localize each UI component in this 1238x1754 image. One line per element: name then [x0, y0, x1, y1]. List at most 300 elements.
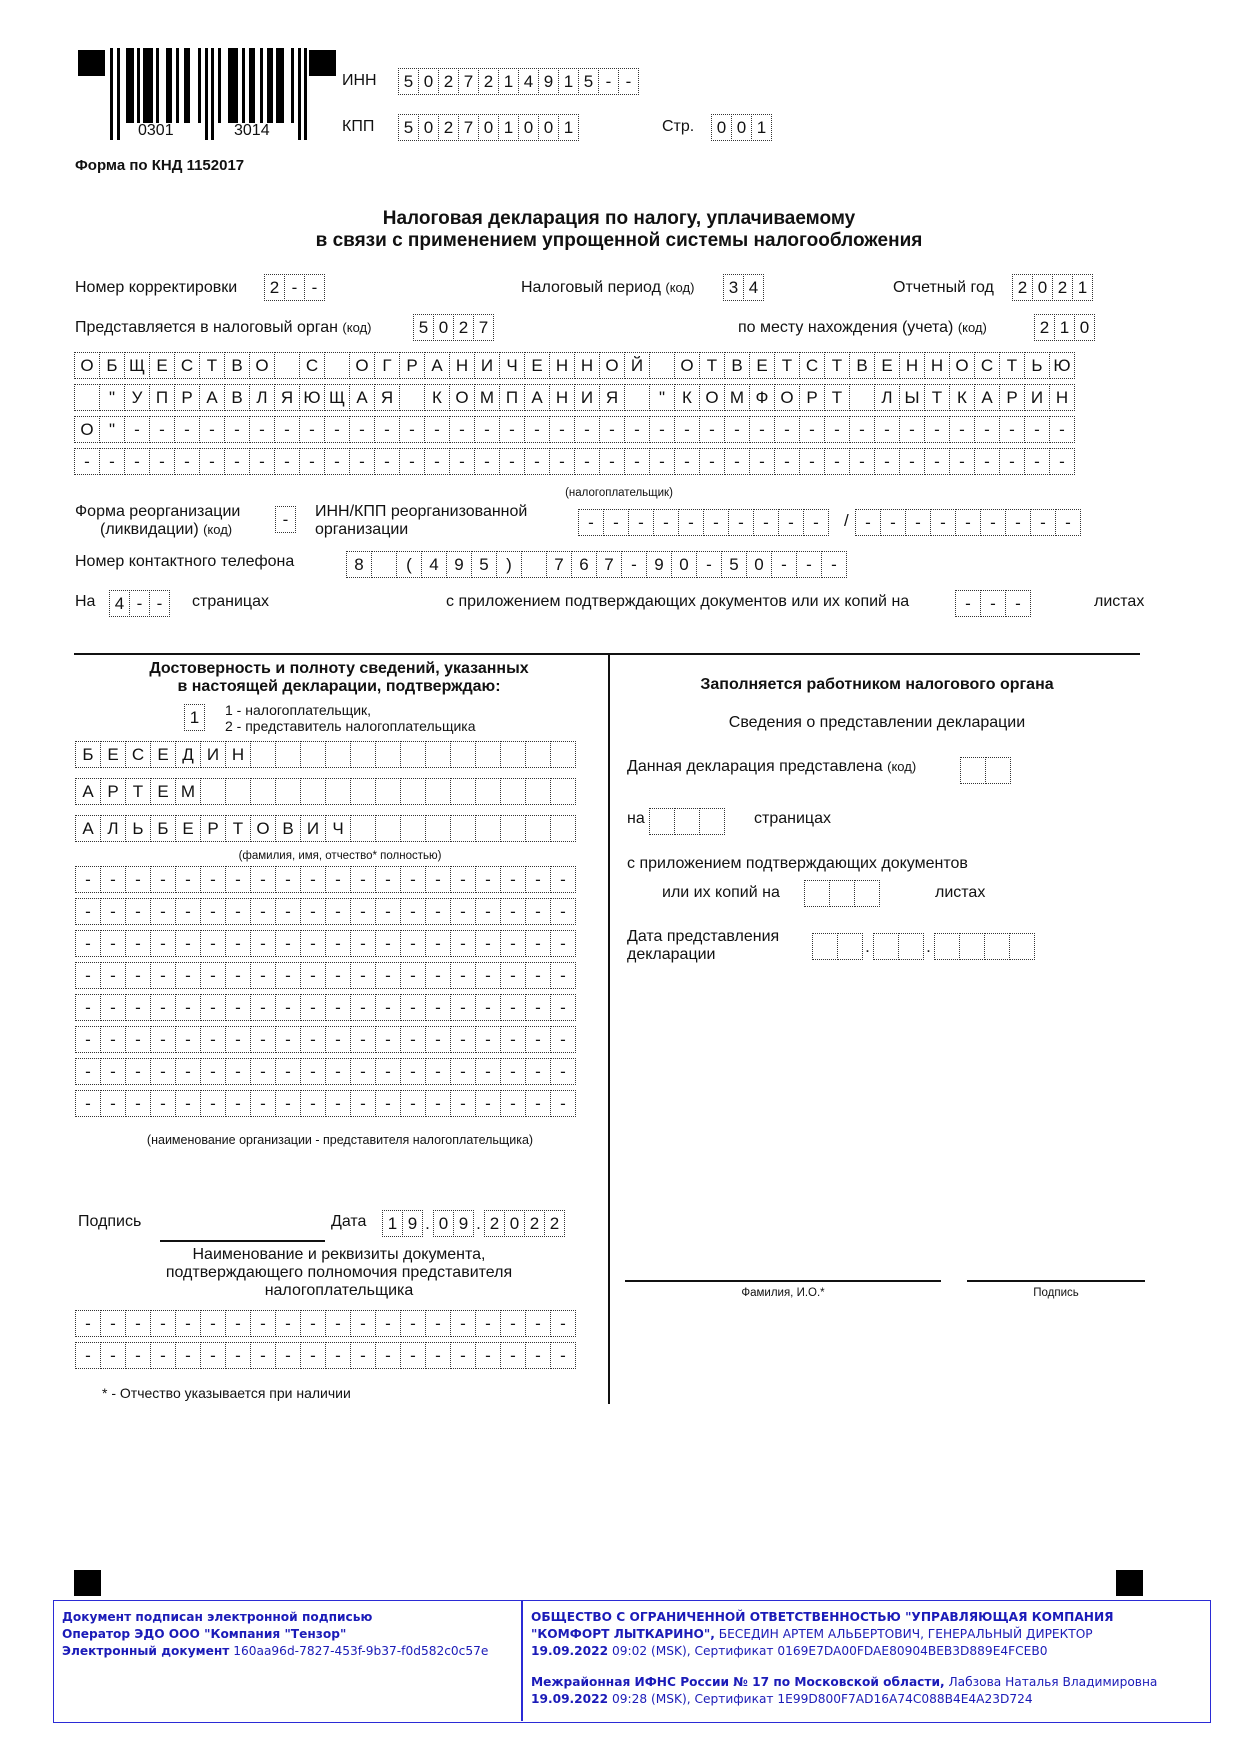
form-cell: - [955, 509, 981, 536]
form-cell: - [475, 898, 501, 925]
org-signer-line-2: "КОМФОРТ ЛЫТКАРИНО", БЕСЕДИН АРТЕМ АЛЬБЕРТОВИЧ, ГЕНЕРАЛЬНЫЙ ДИРЕКТОР [531, 1627, 1093, 1641]
form-cell: 0 [671, 551, 697, 578]
form-cell: - [325, 930, 351, 957]
form-cell: - [175, 1026, 201, 1053]
form-cell: - [425, 1058, 451, 1085]
form-cell: - [99, 448, 125, 475]
form-cell: - [150, 866, 176, 893]
form-cell: - [300, 1090, 326, 1117]
form-cell[interactable] [699, 808, 725, 835]
form-cell: Ю [299, 384, 325, 411]
form-cell: - [75, 1342, 101, 1369]
form-cell: - [400, 1090, 426, 1117]
form-cell: - [450, 930, 476, 957]
form-cell[interactable] [898, 933, 924, 960]
form-cell: - [500, 994, 526, 1021]
page-label: Стр. [662, 118, 695, 135]
form-cell: Б [75, 741, 101, 768]
officer-date-cells [812, 933, 1034, 960]
form-cell: - [905, 509, 931, 536]
form-cell: П [499, 384, 525, 411]
form-cell: - [475, 1058, 501, 1085]
form-cell [375, 815, 401, 842]
form-cell[interactable] [829, 880, 855, 907]
form-cell: 4 [518, 68, 539, 95]
form-cell: - [400, 1058, 426, 1085]
form-cell [425, 741, 451, 768]
taxpayer-row-1 [74, 352, 1074, 379]
form-cell: - [1024, 416, 1050, 443]
form-cell: - [425, 1090, 451, 1117]
form-cell: И [200, 741, 226, 768]
form-cell: - [525, 866, 551, 893]
form-cell: - [150, 1090, 176, 1117]
form-cell: 2 [484, 1210, 505, 1237]
form-cell: А [524, 384, 550, 411]
patronymic-row [75, 815, 575, 842]
form-cell: - [1005, 590, 1031, 617]
form-cell: Т [125, 778, 151, 805]
form-cell: Р [200, 815, 226, 842]
form-cell: - [250, 1058, 276, 1085]
period-label: Налоговый период (код) [521, 279, 695, 296]
form-cell: - [899, 416, 925, 443]
form-cell: 0 [433, 314, 454, 341]
form-cell [550, 741, 576, 768]
form-cell: - [150, 930, 176, 957]
form-cell: 9 [538, 68, 559, 95]
form-cell: - [375, 1342, 401, 1369]
form-cell: А [424, 352, 450, 379]
form-cell [550, 815, 576, 842]
form-cell: - [1055, 509, 1081, 536]
form-cell: - [703, 509, 729, 536]
form-cell: - [350, 866, 376, 893]
form-cell: - [999, 416, 1025, 443]
form-cell: " [649, 384, 675, 411]
form-cell: С [125, 741, 151, 768]
form-cell: - [325, 866, 351, 893]
form-cell[interactable] [674, 808, 700, 835]
form-cell: - [771, 551, 797, 578]
form-cell: - [425, 1026, 451, 1053]
cell-row [75, 1342, 575, 1369]
form-cell: В [275, 815, 301, 842]
authority-doc-title-3: налогоплательщика [264, 1282, 414, 1299]
inn-cells [398, 68, 638, 95]
form-cell: - [150, 1058, 176, 1085]
form-cell [371, 551, 397, 578]
form-cell: - [350, 962, 376, 989]
form-cell: - [350, 930, 376, 957]
form-cell: - [400, 1026, 426, 1053]
form-cell: - [124, 448, 150, 475]
form-cell: 2 [1012, 274, 1033, 301]
confirm-heading-1: Достоверность и полноту сведений, указанных [149, 660, 529, 677]
form-cell[interactable] [812, 933, 838, 960]
date-dot: . [476, 1214, 481, 1233]
form-cell: - [100, 1342, 126, 1369]
form-cell: - [200, 866, 226, 893]
form-cell: - [75, 994, 101, 1021]
form-cell [300, 741, 326, 768]
page-title-line-1: Налоговая декларация по налогу, уплачиваемому [382, 208, 856, 229]
form-cell: В [224, 384, 250, 411]
form-cell[interactable] [934, 933, 960, 960]
form-cell: 2 [524, 1210, 545, 1237]
officer-pages-cells[interactable] [649, 808, 724, 835]
officer-fio-line[interactable] [625, 1280, 941, 1282]
form-cell: - [375, 1026, 401, 1053]
form-cell: Т [999, 352, 1025, 379]
form-cell: - [250, 1090, 276, 1117]
submitted-code-cells[interactable] [960, 757, 1010, 784]
form-cell: Р [999, 384, 1025, 411]
form-cell: - [924, 416, 950, 443]
form-cell: - [349, 448, 375, 475]
form-cell [475, 815, 501, 842]
form-cell [500, 778, 526, 805]
form-cell: - [250, 930, 276, 957]
form-cell: Ь [1024, 352, 1050, 379]
form-cell: 1 [751, 114, 772, 141]
location-label: по месту нахождения (учета) (код) [738, 319, 987, 336]
barcode-icon [76, 48, 336, 140]
form-cell [375, 778, 401, 805]
e-signature-signers-block [531, 1609, 1157, 1708]
form-cell: 0 [746, 551, 772, 578]
form-cell: - [475, 1310, 501, 1337]
officer-attach-cells[interactable] [804, 880, 879, 907]
form-cell: ( [396, 551, 422, 578]
form-cell: А [199, 384, 225, 411]
form-cell: 7 [458, 114, 479, 141]
form-cell: - [249, 448, 275, 475]
officer-sign-line[interactable] [967, 1280, 1145, 1282]
form-cell: - [300, 866, 326, 893]
form-cell: - [300, 994, 326, 1021]
page-cells [711, 114, 771, 141]
form-cell: - [949, 448, 975, 475]
org-caption: (наименование организации - представителя налогоплательщика) [146, 1133, 534, 1147]
form-cell: - [225, 898, 251, 925]
form-cell[interactable] [837, 933, 863, 960]
form-cell: Щ [324, 384, 350, 411]
form-cell: - [550, 1058, 576, 1085]
form-cell: Е [749, 352, 775, 379]
form-cell: - [599, 448, 625, 475]
form-cell: Е [524, 352, 550, 379]
form-cell: Е [149, 352, 175, 379]
form-cell: - [525, 898, 551, 925]
form-cell: - [774, 416, 800, 443]
form-cell: 6 [571, 551, 597, 578]
form-cell: - [696, 551, 722, 578]
cell-row [75, 1058, 575, 1085]
e-signature-operator-block [62, 1609, 488, 1660]
signer-option-2: 2 - представитель налогоплательщика [225, 718, 476, 734]
form-cell [325, 778, 351, 805]
barcode [76, 48, 336, 140]
form-cell[interactable] [873, 933, 899, 960]
form-cell [649, 352, 675, 379]
form-cell: 2 [1034, 314, 1055, 341]
form-cell: Д [175, 741, 201, 768]
signature-line[interactable] [160, 1240, 325, 1242]
form-cell: Ч [325, 815, 351, 842]
form-cell: 7 [473, 314, 494, 341]
form-cell: - [300, 1058, 326, 1085]
form-cell: - [150, 1310, 176, 1337]
cell-row [75, 1090, 575, 1117]
form-cell: - [225, 994, 251, 1021]
form-cell: О [74, 416, 100, 443]
form-cell: - [175, 962, 201, 989]
form-cell: - [425, 930, 451, 957]
form-cell: - [350, 1342, 376, 1369]
e-signature-stamp [53, 1600, 1211, 1723]
form-cell: Я [599, 384, 625, 411]
form-cell: - [649, 416, 675, 443]
form-cell [475, 778, 501, 805]
form-cell: Т [225, 815, 251, 842]
form-cell [324, 352, 350, 379]
form-cell: И [474, 352, 500, 379]
form-cell: Е [150, 778, 176, 805]
form-cell: - [225, 930, 251, 957]
form-cell: - [75, 866, 101, 893]
form-cell: - [225, 1026, 251, 1053]
form-cell: - [500, 930, 526, 957]
form-cell: 0 [1074, 314, 1095, 341]
form-cell: - [174, 448, 200, 475]
form-cell: М [175, 778, 201, 805]
form-cell [275, 741, 301, 768]
correction-label: Номер корректировки [75, 279, 238, 296]
form-cell: - [450, 1026, 476, 1053]
form-cell: - [300, 1026, 326, 1053]
form-cell: - [125, 1310, 151, 1337]
submitted-label: Данная декларация представлена (код) [627, 758, 917, 775]
form-cell: А [75, 815, 101, 842]
form-cell: - [175, 866, 201, 893]
ifns-signer-line: Межрайонная ИФНС России № 17 по Московской области, Лабзова Наталья Владимировна [531, 1675, 1158, 1689]
form-cell: - [275, 506, 296, 533]
form-cell [325, 741, 351, 768]
form-cell[interactable] [960, 757, 986, 784]
form-cell: - [375, 1090, 401, 1117]
form-cell: - [500, 962, 526, 989]
form-cell [400, 778, 426, 805]
form-cell: Е [874, 352, 900, 379]
form-cell: - [225, 1310, 251, 1337]
officer-date-month[interactable] [873, 933, 923, 960]
reorg-inn-label-2: организации [315, 521, 409, 538]
form-cell [399, 384, 425, 411]
officer-date-year[interactable] [934, 933, 1034, 960]
form-cell: 7 [458, 68, 479, 95]
form-cell: - [200, 994, 226, 1021]
form-cell: 9 [646, 551, 672, 578]
form-cell: - [475, 866, 501, 893]
form-cell: 8 [346, 551, 372, 578]
form-cell: Т [199, 352, 225, 379]
form-cell: - [374, 448, 400, 475]
authority-doc-title-2: подтверждающего полномочия представителя [165, 1264, 513, 1281]
form-cell: - [75, 962, 101, 989]
form-cell: 2 [478, 68, 499, 95]
form-cell: - [475, 1026, 501, 1053]
form-cell: 5 [721, 551, 747, 578]
form-cell: - [450, 1310, 476, 1337]
form-cell: - [200, 930, 226, 957]
form-cell: 1 [382, 1210, 403, 1237]
form-cell: И [1024, 384, 1050, 411]
form-cell: - [425, 866, 451, 893]
section-divider [74, 653, 1140, 655]
form-cell: - [525, 930, 551, 957]
form-cell: 5 [413, 314, 434, 341]
form-cell: - [425, 1342, 451, 1369]
form-cell: - [299, 416, 325, 443]
form-cell: - [549, 416, 575, 443]
form-cell: Т [924, 384, 950, 411]
form-cell: - [375, 994, 401, 1021]
form-cell: 0 [1032, 274, 1053, 301]
form-cell: - [899, 448, 925, 475]
form-cell: Р [799, 384, 825, 411]
form-cell: М [474, 384, 500, 411]
form-cell: - [100, 962, 126, 989]
form-cell: - [924, 448, 950, 475]
officer-attach-label-1: с приложением подтверждающих документов [627, 855, 968, 872]
form-cell: - [450, 1058, 476, 1085]
officer-date-day[interactable] [812, 933, 862, 960]
form-cell: - [399, 448, 425, 475]
form-cell: О [349, 352, 375, 379]
form-cell: - [424, 448, 450, 475]
form-cell: - [225, 962, 251, 989]
form-cell[interactable] [1009, 933, 1035, 960]
form-cell: - [250, 866, 276, 893]
form-cell: - [803, 509, 829, 536]
form-cell[interactable] [985, 757, 1011, 784]
form-cell: - [425, 1310, 451, 1337]
form-cell: - [778, 509, 804, 536]
form-cell: - [149, 590, 170, 617]
officer-date-label-1: Дата представления [627, 928, 780, 945]
form-cell: - [450, 994, 476, 1021]
form-cell: - [375, 898, 401, 925]
form-cell: - [200, 1090, 226, 1117]
form-cell: Й [624, 352, 650, 379]
form-cell: - [324, 416, 350, 443]
form-cell: - [375, 866, 401, 893]
officer-attach-sheets: листах [935, 884, 986, 901]
form-cell [849, 384, 875, 411]
form-cell [250, 778, 276, 805]
form-cell: - [275, 1026, 301, 1053]
form-cell: - [974, 416, 1000, 443]
form-cell [225, 778, 251, 805]
form-cell: - [100, 1310, 126, 1337]
form-cell: - [325, 1058, 351, 1085]
year-cells [1012, 274, 1092, 301]
form-cell: - [749, 416, 775, 443]
cell-row [75, 898, 575, 925]
form-cell [450, 815, 476, 842]
form-cell: 0 [478, 114, 499, 141]
form-cell [400, 815, 426, 842]
signer-name-grid [75, 741, 575, 842]
form-cell: П [149, 384, 175, 411]
form-cell: - [799, 448, 825, 475]
form-cell: - [475, 1342, 501, 1369]
form-cell: Е [175, 815, 201, 842]
document-id-line: Электронный документ 160aa96d-7827-453f-9b37-f0d582c0c57e [62, 1644, 489, 1658]
form-cell: С [174, 352, 200, 379]
cell-row [75, 1310, 575, 1337]
reorg-inn-label-1: ИНН/КПП реорганизованной [315, 503, 528, 520]
form-cell[interactable] [804, 880, 830, 907]
form-cell: - [150, 1026, 176, 1053]
form-cell: - [425, 898, 451, 925]
form-cell: - [175, 1090, 201, 1117]
form-cell: 3 [723, 274, 744, 301]
form-cell: - [325, 994, 351, 1021]
form-cell[interactable] [649, 808, 675, 835]
form-cell: - [149, 448, 175, 475]
form-cell: - [350, 1090, 376, 1117]
form-cell: Р [399, 352, 425, 379]
column-divider [608, 654, 610, 1404]
signer-type-cell [184, 704, 204, 731]
form-cell: - [450, 1342, 476, 1369]
form-cell: - [574, 416, 600, 443]
form-cell: - [849, 416, 875, 443]
form-cell: - [250, 994, 276, 1021]
form-cell: Б [150, 815, 176, 842]
pages-cells [109, 590, 169, 617]
tax-authority-cells [413, 314, 493, 341]
form-cell: - [325, 1342, 351, 1369]
barcode-number-left: 0301 [138, 122, 174, 139]
form-cell[interactable] [959, 933, 985, 960]
stamp-divider [521, 1601, 523, 1721]
org-signer-cert: 19.09.2022 09:02 (MSK), Сертификат 0169E7DA00FDAE80904BEB3D889E4FCEB0 [531, 1644, 1048, 1658]
form-cell: - [799, 416, 825, 443]
form-cell [425, 778, 451, 805]
form-cell[interactable] [854, 880, 880, 907]
signer-option-1: 1 - налогоплательщик, [225, 702, 372, 718]
date-dot: . [865, 937, 870, 956]
form-cell[interactable] [984, 933, 1010, 960]
form-cell: - [525, 1342, 551, 1369]
form-cell: А [75, 778, 101, 805]
form-cell [400, 741, 426, 768]
form-cell: - [628, 509, 654, 536]
form-cell: 7 [596, 551, 622, 578]
signature-label: Подпись [78, 1213, 142, 1230]
form-cell: Р [174, 384, 200, 411]
form-cell [475, 741, 501, 768]
form-cell: - [874, 416, 900, 443]
form-cell: - [450, 1090, 476, 1117]
given-name-row [75, 778, 575, 805]
document-id: 160aa96d-7827-453f-9b37-f0d582c0c57e [233, 1644, 489, 1658]
attach-label: с приложением подтверждающих документов или их копий на [446, 593, 910, 610]
form-cell: - [578, 509, 604, 536]
